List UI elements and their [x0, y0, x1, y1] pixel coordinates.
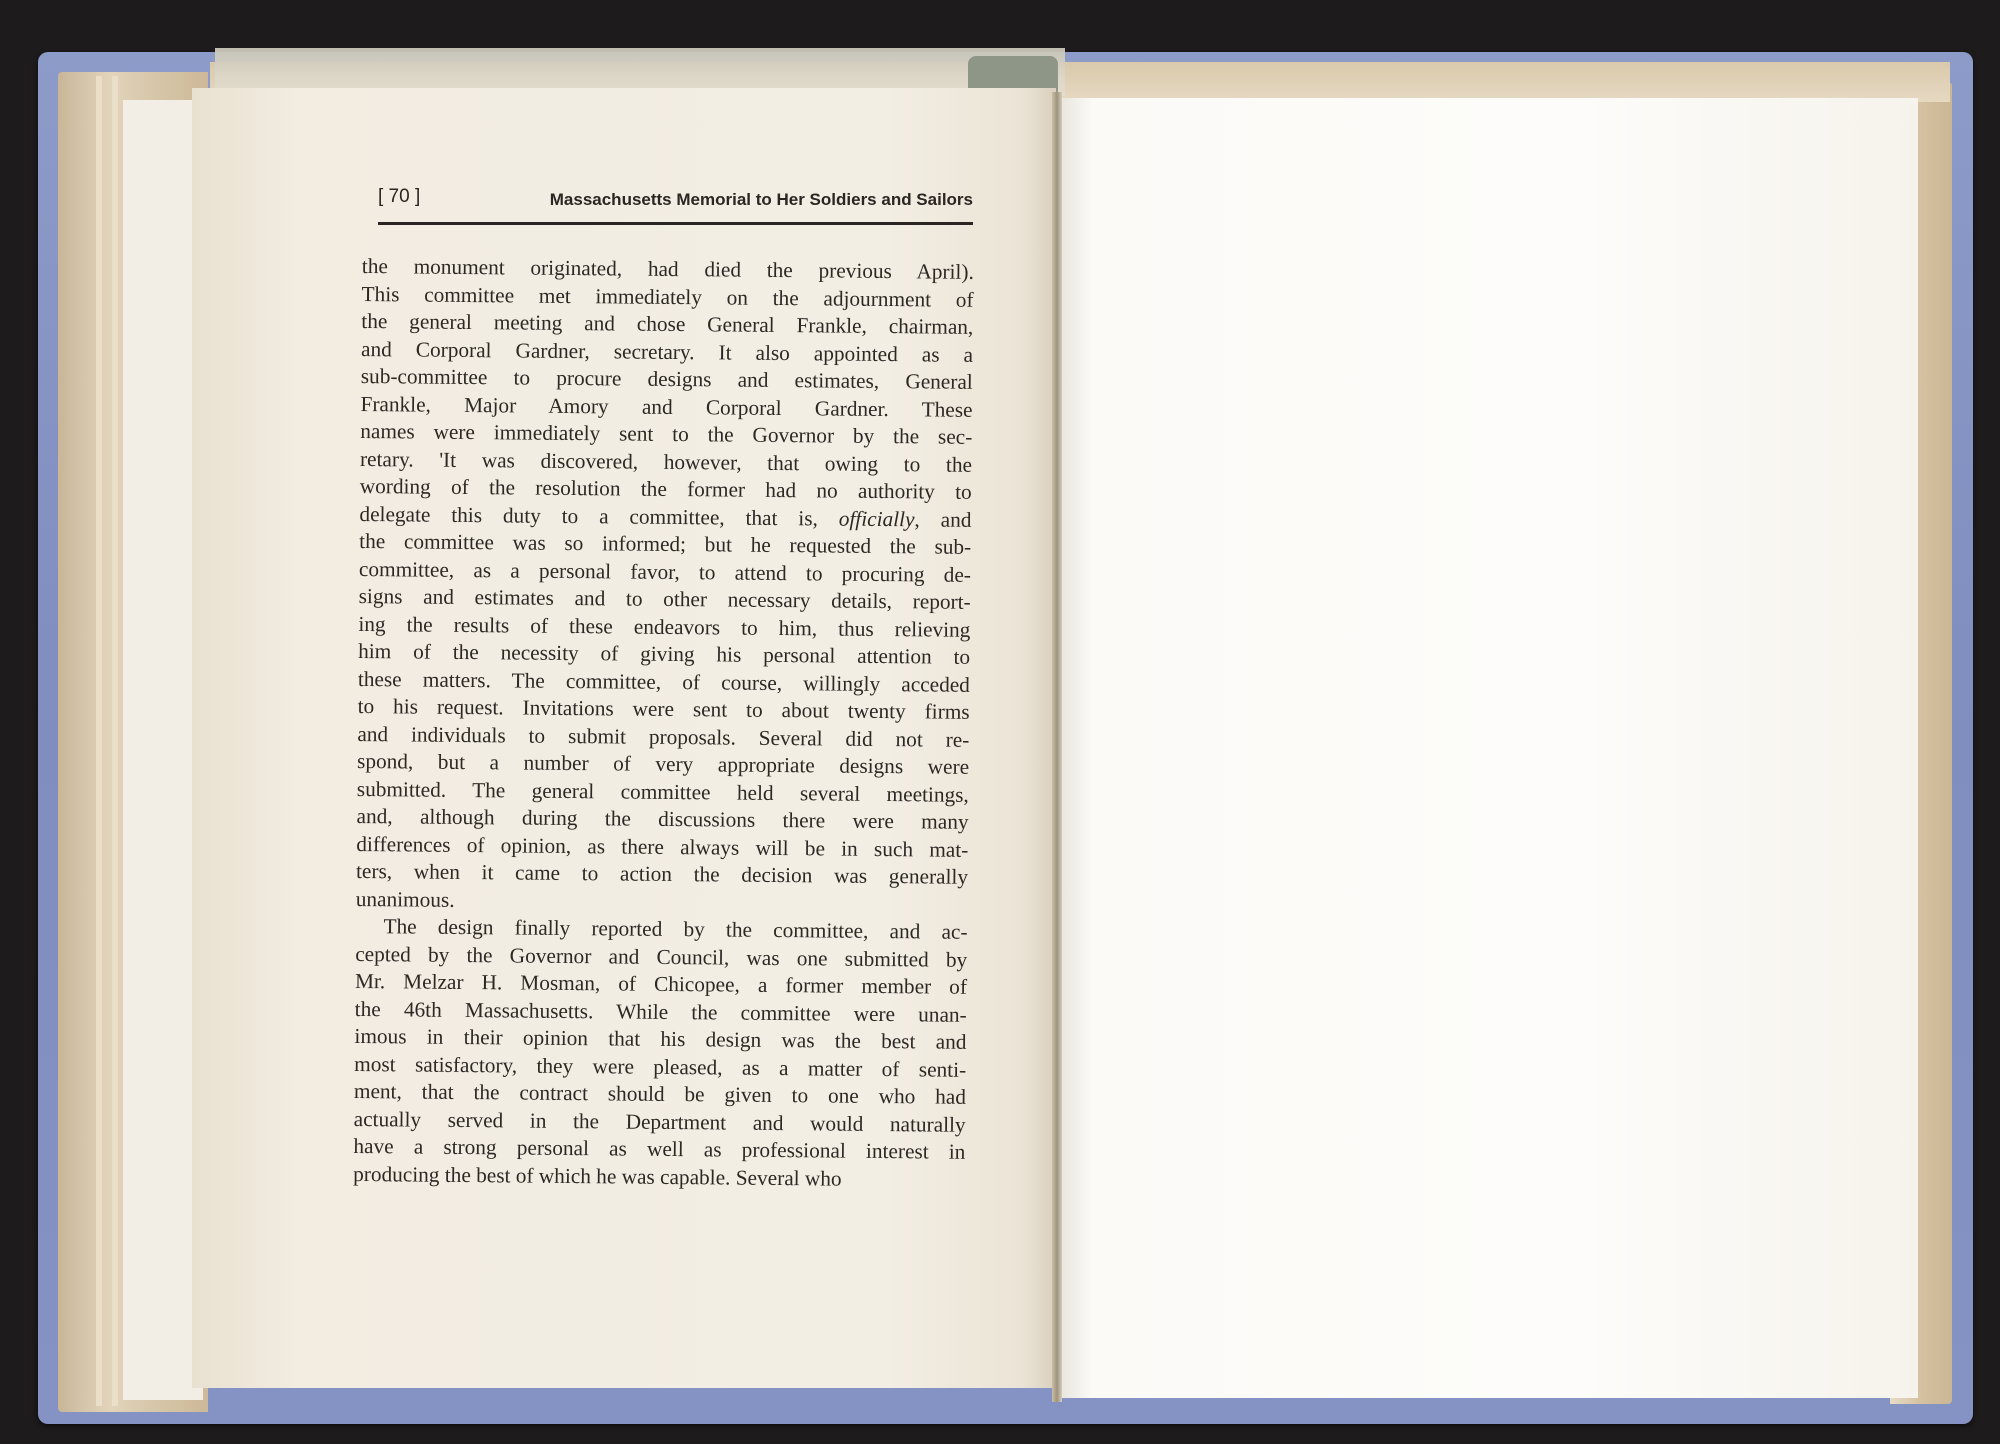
text-line: the general meeting and chose General Frankle, chairman,: [361, 308, 974, 339]
text-line: producing the best of which he was capable. Several who: [353, 1161, 842, 1191]
text-line: signs and estimates and to other necessary details, report-: [358, 583, 971, 614]
page-number: [ 70 ]: [378, 186, 421, 207]
text-line: most satisfactory, they were pleased, as a matter of senti-: [354, 1051, 967, 1082]
text-line: Frankle, Major Amory and Corporal Gardner. These: [360, 391, 973, 422]
text-line: ment, that the contract should be given to one who had: [353, 1078, 967, 1109]
text-line: these matters. The committee, of course, willingly acceded: [357, 666, 971, 697]
page-header: [378, 186, 973, 220]
text-line: the 46th Massachusetts. While the committee were unan-: [354, 996, 967, 1027]
text-line: committee, as a personal favor, to attend to procuring de-: [358, 556, 972, 587]
text-line: ters, when it came to action the decision was generally: [355, 858, 969, 889]
right-page-blank: [1058, 98, 1918, 1398]
text-line: sub-committee to procure designs and estimates, General: [360, 363, 973, 394]
text-line: ing the results of these endeavors to him, thus relieving: [358, 611, 971, 642]
text-line: spond, but a number of very appropriate designs were: [357, 748, 970, 779]
text-line: retary. 'It was discovered, however, that owing to the: [359, 446, 973, 477]
page-edge: [96, 76, 102, 1406]
text-line: differences of opinion, as there always will be in such mat-: [356, 831, 969, 862]
text-line: cepted by the Governor and Council, was one submitted by: [355, 941, 968, 972]
text-line: the committee was so informed; but he requested the sub-: [359, 528, 972, 559]
body-text: [353, 253, 974, 1194]
text-line: Mr. Melzar H. Mosman, of Chicopee, a former member of: [354, 968, 968, 999]
text-line: This committee met immediately on the adjournment of: [361, 281, 974, 312]
text-line: wording of the resolution the former had no authority to: [359, 473, 972, 504]
text-line: delegate this duty to a committee, that is, officially, and: [359, 501, 972, 532]
running-title: Massachusetts Memorial to Her Soldiers and Sailors: [549, 190, 973, 209]
text-line: names were immediately sent to the Governor by the sec-: [360, 418, 973, 449]
page-edge: [112, 76, 118, 1406]
text-line: actually served in the Department and would naturally: [353, 1106, 966, 1137]
book-gutter: [1052, 92, 1062, 1402]
text-line: the monument originated, had died the previous April).: [361, 253, 974, 284]
text-line: unanimous.: [355, 886, 455, 912]
text-line: and Corporal Gardner, secretary. It also appointed as a: [360, 336, 974, 367]
text-line: and, although during the discussions there were many: [356, 803, 969, 834]
text-line: have a strong personal as well as professional interest in: [353, 1133, 966, 1164]
text-line: to his request. Invitations were sent to about twenty firms: [357, 693, 970, 724]
text-line: him of the necessity of giving his personal attention to: [358, 638, 971, 669]
paper-slip: [123, 100, 203, 1400]
text-line: imous in their opinion that his design was the best and: [354, 1023, 967, 1054]
header-rule: [378, 222, 973, 225]
text-line: submitted. The general committee held several meetings,: [356, 776, 969, 807]
text-line: and individuals to submit proposals. Several did not re-: [357, 721, 970, 752]
text-line: The design finally reported by the committee, and ac-: [383, 914, 968, 944]
